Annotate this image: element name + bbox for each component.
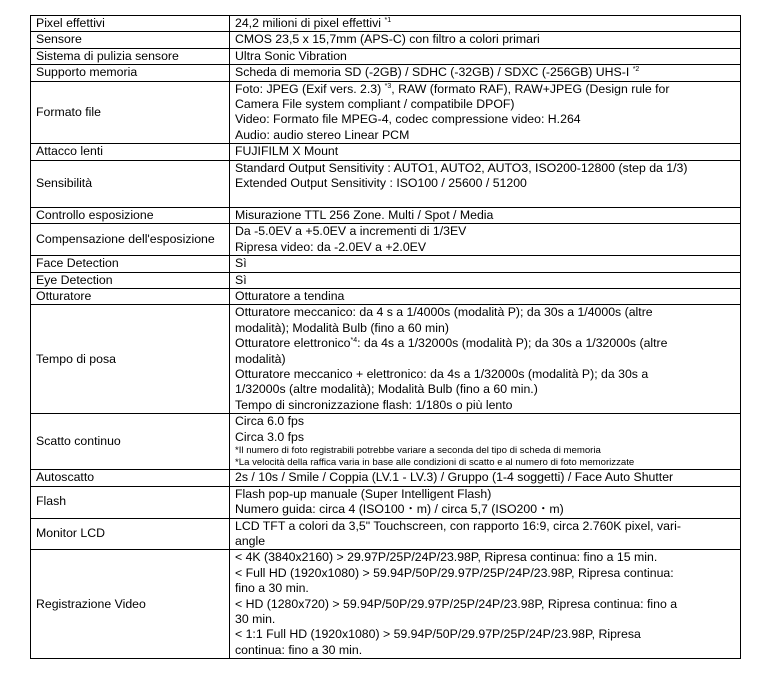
footnote-marker: *1 [384, 17, 392, 24]
spec-value-line [235, 534, 736, 549]
spec-value-text: LCD TFT a colori da 3,5" Touchscreen, con rapporto 16:9, circa 2.760K pixel, vari- [235, 518, 681, 533]
spec-label: Monitor LCD [31, 518, 230, 550]
spec-value-text: Sì [235, 272, 247, 287]
spec-value-text: Video: Formato file MPEG-4, codec compressione video: H.264 [235, 112, 581, 127]
spec-value-line [235, 321, 736, 336]
spec-row [31, 160, 741, 207]
spec-value-text: Scheda di memoria SD (-2GB) / SDHC (-32GB) / SDXC (-256GB) UHS-I [235, 65, 633, 80]
spec-value-text: FUJIFILM X Mount [235, 144, 339, 159]
spec-value [230, 81, 741, 144]
spec-value-text: modalità); Modalità Bulb (fino a 60 min) [235, 320, 449, 335]
spec-value-text: Sì [235, 256, 247, 271]
spec-value-text: Flash pop-up manuale (Super Intelligent Flash) [235, 486, 492, 501]
spec-row [31, 256, 741, 272]
spec-value-line [235, 502, 736, 517]
spec-value-text: Tempo di sincronizzazione flash: 1/180s o più lento [235, 397, 513, 412]
spec-value [230, 224, 741, 256]
footnote-marker: *2 [632, 66, 640, 74]
spec-label: Scatto continuo [31, 414, 230, 470]
spec-table-body [31, 16, 741, 659]
spec-value-line [235, 398, 736, 413]
spec-value-line [235, 352, 736, 367]
spec-value-text: Numero guida: circa 4 (ISO100・m) / circa 5,7 (ISO200・m) [235, 502, 564, 517]
spec-value-text: *La velocità della raffica varia in base alle condizioni di scatto e al numero di foto memorizzate [235, 457, 635, 469]
spec-value-text: Standard Output Sensitivity : AUTO1, AUTO2, AUTO3, ISO200-12800 (step da 1/3) [235, 160, 688, 175]
spec-value-line [235, 612, 736, 627]
spec-value [230, 48, 741, 64]
spec-label: Registrazione Video [31, 550, 230, 659]
spec-value-line [235, 256, 736, 271]
spec-value-text: Misurazione TTL 256 Zone. Multi / Spot / Media [235, 207, 494, 222]
spec-value-line [235, 144, 736, 159]
spec-value [230, 16, 741, 32]
spec-value-text: Audio: audio stereo Linear PCM [235, 127, 410, 142]
spec-footnote [235, 445, 736, 457]
spec-value-text: Otturatore elettronico [235, 336, 351, 351]
spec-value-line [235, 273, 736, 288]
spec-value-text: 30 min. [235, 612, 276, 627]
spec-row [31, 65, 741, 81]
spec-value-text: Da -5.0EV a +5.0EV a incrementi di 1/3EV [235, 224, 467, 239]
spec-row [31, 486, 741, 518]
spec-value-text-cont: : da 4s a 1/32000s (modalità P); da 30s a 1/32000s (altre [357, 336, 668, 351]
spec-value-line [235, 597, 736, 612]
spec-row [31, 272, 741, 288]
spec-value [230, 144, 741, 160]
spec-value [230, 414, 741, 470]
spec-row [31, 470, 741, 486]
spec-row [31, 81, 741, 144]
spec-value [230, 160, 741, 207]
spec-value-text: Camera File system compliant / compatibile DPOF) [235, 97, 515, 112]
spec-value-line [235, 430, 736, 445]
spec-value-line [235, 487, 736, 502]
spec-value-line [235, 414, 736, 429]
spec-value-line [235, 305, 736, 320]
footnote-marker: *3 [384, 82, 392, 90]
spec-value-line [235, 65, 736, 80]
spec-row [31, 32, 741, 48]
spec-label: Sensore [31, 32, 230, 48]
footnote-marker: *4 [350, 337, 358, 345]
spec-value-text: 1/32000s (altre modalità); Modalità Bulb (fino a 60 min.) [235, 382, 538, 397]
spec-value-text-cont: , RAW (formato RAF), RAW+JPEG (Design rule for [391, 81, 670, 96]
spec-value [230, 32, 741, 48]
spec-value-text: Otturatore meccanico: da 4 s a 1/4000s (modalità P); da 30s a 1/4000s (altre [235, 305, 653, 320]
spec-value-text: Otturatore a tendina [235, 288, 345, 303]
spec-value-text: 24,2 milioni di pixel effettivi [235, 16, 385, 30]
spec-label: Supporto memoria [31, 65, 230, 81]
spec-value-text: Otturatore meccanico + elettronico: da 4s a 1/32000s (modalità P); da 30s a [235, 366, 649, 381]
spec-value-text: fino a 30 min. [235, 581, 309, 596]
spec-value-line [235, 128, 736, 143]
spec-value-line [235, 550, 736, 565]
spec-label: Pixel effettivi [31, 16, 230, 32]
spec-value [230, 207, 741, 223]
spec-value [230, 288, 741, 304]
spec-value-line [235, 470, 736, 485]
spec-label: Autoscatto [31, 470, 230, 486]
spec-value-line [235, 97, 736, 112]
spec-value-text: Ripresa video: da -2.0EV a +2.0EV [235, 239, 427, 254]
spec-value-line [235, 208, 736, 223]
spec-row [31, 48, 741, 64]
spec-value [230, 65, 741, 81]
spec-value-line [235, 191, 736, 206]
spec-label: Tempo di posa [31, 305, 230, 414]
spec-label: Sistema di pulizia sensore [31, 48, 230, 64]
spec-row [31, 550, 741, 659]
spec-value-text: angle [235, 534, 266, 548]
spec-row [31, 288, 741, 304]
spec-value-text: Circa 6.0 fps [235, 414, 305, 429]
spec-value-text: < 1:1 Full HD (1920x1080) > 59.94P/50P/29.97P/25P/24P/23.98P, Ripresa [235, 627, 641, 642]
spec-row [31, 305, 741, 414]
spec-value [230, 486, 741, 518]
spec-value [230, 305, 741, 414]
spec-value-text: Foto: JPEG (Exif vers. 2.3) [235, 81, 385, 96]
spec-row [31, 414, 741, 470]
spec-label: Formato file [31, 81, 230, 144]
spec-value-line [235, 176, 736, 191]
spec-value-text: Extended Output Sensitivity : ISO100 / 25600 / 51200 [235, 176, 527, 191]
spec-row [31, 144, 741, 160]
spec-table [30, 15, 741, 659]
spec-value [230, 518, 741, 550]
spec-value-line [235, 112, 736, 127]
spec-value-text: CMOS 23,5 x 15,7mm (APS-C) con filtro a colori primari [235, 32, 540, 47]
spec-value-line [235, 16, 736, 31]
spec-value-line [235, 224, 736, 239]
spec-value [230, 256, 741, 272]
spec-label: Flash [31, 486, 230, 518]
spec-value-text: *Il numero di foto registrabili potrebbe variare a seconda del tipo di scheda di memoria [235, 444, 601, 456]
spec-value-text: Circa 3.0 fps [235, 429, 305, 444]
spec-value [230, 272, 741, 288]
spec-value-line [235, 643, 736, 658]
spec-value-text: continua: fino a 30 min. [235, 642, 363, 657]
spec-row [31, 224, 741, 256]
spec-label: Attacco lenti [31, 144, 230, 160]
spec-value-line [235, 367, 736, 382]
spec-value-text: < 4K (3840x2160) > 29.97P/25P/24P/23.98P, Ripresa continua: fino a 15 min. [235, 550, 658, 565]
spec-value-line [235, 336, 736, 351]
spec-value-text: 2s / 10s / Smile / Coppia (LV.1 - LV.3) / Gruppo (1-4 soggetti) / Face Auto Shutter [235, 470, 674, 485]
spec-value [230, 470, 741, 486]
spec-value-line [235, 566, 736, 581]
spec-label: Face Detection [31, 256, 230, 272]
spec-value-line [235, 240, 736, 255]
spec-value-line [235, 627, 736, 642]
spec-label: Sensibilità [31, 160, 230, 207]
spec-label: Otturatore [31, 288, 230, 304]
spec-value-text: Ultra Sonic Vibration [235, 48, 347, 63]
spec-value-line [235, 82, 736, 97]
spec-value-line [235, 382, 736, 397]
spec-row [31, 207, 741, 223]
spec-value-text: modalità) [235, 351, 286, 366]
spec-value-text: < HD (1280x720) > 59.94P/50P/29.97P/25P/24P/23.98P, Ripresa continua: fino a [235, 596, 678, 611]
spec-value-line [235, 581, 736, 596]
spec-value-text: < Full HD (1920x1080) > 59.94P/50P/29.97P/25P/24P/23.98P, Ripresa continua: [235, 565, 674, 580]
spec-value-line [235, 519, 736, 534]
spec-label: Eye Detection [31, 272, 230, 288]
spec-value-line [235, 289, 736, 304]
spec-value-line [235, 161, 736, 176]
spec-label: Compensazione dell'esposizione [31, 224, 230, 256]
spec-value [230, 550, 741, 659]
spec-value-line [235, 32, 736, 47]
spec-label: Controllo esposizione [31, 207, 230, 223]
spec-row [31, 16, 741, 32]
spec-value-line [235, 49, 736, 64]
spec-row [31, 518, 741, 550]
spec-footnote [235, 457, 736, 469]
